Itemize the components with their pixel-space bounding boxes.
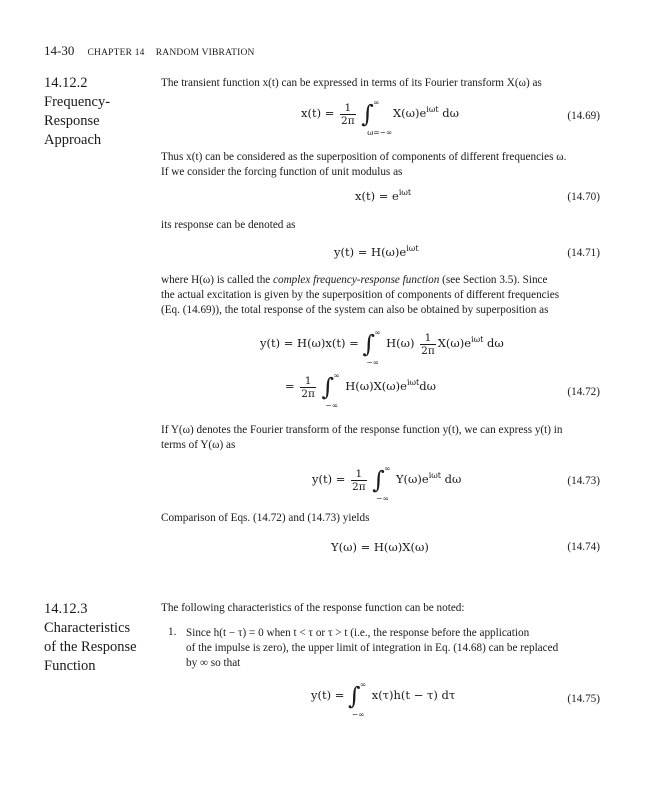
section-title-line: Frequency- [44, 94, 111, 110]
lower-limit: −∞ [376, 494, 389, 503]
section-heading-14-12-3 [44, 600, 156, 676]
text-line: by ∞ so that [186, 657, 241, 669]
section-title-line: Response [44, 113, 100, 129]
integral-sign: ∫ ∞ −∞ [348, 680, 367, 719]
text-run: where H(ω) is called the [161, 274, 274, 286]
lower-limit: −∞ [352, 710, 365, 719]
equation-14-72-line2 [285, 371, 436, 410]
fraction [340, 102, 356, 127]
equation-number: (14.71) [567, 247, 600, 259]
section-title-line: of the Response [44, 639, 137, 655]
text-line: terms of Y(ω) as [161, 439, 236, 451]
eq-tail: dω [441, 472, 462, 486]
denominator: 2π [421, 344, 435, 357]
equation-14-74: Y(ω) = H(ω)X(ω) [331, 540, 429, 554]
equation-14-70 [355, 188, 411, 203]
exponent: iωt [406, 378, 420, 388]
integral-sign: ∫ ∞ −∞ [372, 464, 391, 503]
text-line: the actual excitation is given by the superposition of components of different frequencies [161, 289, 560, 301]
upper-limit: ∞ [373, 98, 380, 107]
chapter-title: RANDOM VIBRATION [155, 48, 255, 58]
exponent: iωt [398, 188, 412, 197]
paragraph [161, 150, 601, 180]
eq-tail: dω [419, 379, 436, 393]
section-heading-14-12-2 [44, 74, 156, 150]
list-item-number: 1. [168, 626, 177, 638]
equation-number: (14.70) [567, 191, 600, 203]
text-line: of the impulse is zero), the upper limit of integration in Eq. (14.68) can be replaced [186, 642, 559, 654]
eq-lhs: y(t) = [312, 472, 346, 486]
eq-body: X(ω)e [392, 106, 427, 120]
eq-tail: dω [438, 106, 459, 120]
denominator: 2π [352, 480, 366, 493]
paragraph: its response can be denoted as [161, 219, 296, 231]
equation-14-71 [334, 244, 419, 259]
paragraph [161, 273, 601, 318]
emphasis-term: complex frequency-response function [273, 274, 440, 286]
section-number: 14.12.2 [44, 75, 88, 91]
upper-limit: ∞ [360, 680, 367, 689]
text-line: Since h(t − τ) = 0 when t < τ or τ > t (i.e., the response before the application [186, 627, 530, 639]
running-header [44, 43, 255, 59]
lower-limit: −∞ [366, 358, 379, 367]
equation-14-75 [311, 680, 456, 719]
text-line [161, 273, 601, 288]
section-title-line: Approach [44, 132, 102, 148]
equation-14-69 [301, 98, 459, 137]
numerator: 1 [304, 374, 312, 387]
equation-number: (14.75) [567, 693, 600, 705]
exponent: iωt [471, 335, 484, 345]
equation-number: (14.73) [567, 475, 600, 487]
integral-sign: ∫ ∞ −∞ [362, 328, 381, 367]
text-line: If we consider the forcing function of unit modulus as [161, 166, 403, 178]
eq-body: x(τ)h(t − τ) dτ [371, 688, 456, 702]
eq-tail: dω [483, 336, 504, 350]
paragraph: The following characteristics of the response function can be noted: [161, 602, 465, 614]
eq-body: H(ω) [386, 336, 415, 350]
eq-body: y(t) = H(ω)e [334, 244, 407, 259]
fraction [351, 468, 367, 493]
text-line: If Y(ω) denotes the Fourier transform of the response function y(t), we can express y(t) in [161, 424, 563, 436]
numerator: 1 [424, 331, 432, 344]
equation-14-72-line1 [260, 328, 504, 367]
lower-limit: −∞ [325, 401, 339, 410]
text-line: (Eq. (14.69)), the total response of the system can also be obtained by superposition as [161, 304, 549, 316]
paragraph: The transient function x(t) can be expressed in terms of its Fourier transform X(ω) as [161, 77, 542, 89]
eq-lhs: y(t) = [311, 688, 345, 702]
text-line: Thus x(t) can be considered as the superposition of components of different frequencies ω. [161, 151, 567, 163]
integral-sign: ∫ ∞ −∞ [321, 371, 340, 410]
section-number: 14.12.3 [44, 601, 88, 617]
upper-limit: ∞ [333, 371, 340, 380]
text-run: (see Section 3.5). Since [439, 274, 548, 286]
eq-lhs: y(t) = H(ω)x(t) = [260, 336, 359, 350]
eq-lhs: = [285, 379, 295, 393]
eq-body: Y(ω)e [395, 472, 429, 486]
numerator: 1 [344, 101, 352, 114]
chapter-label: CHAPTER 14 [87, 48, 145, 58]
numerator: 1 [355, 467, 363, 480]
list-item [186, 626, 601, 671]
upper-limit: ∞ [374, 328, 381, 337]
equation-number: (14.72) [567, 386, 600, 398]
paragraph [161, 423, 601, 453]
equation-14-73 [312, 464, 462, 503]
denominator: 2π [301, 387, 315, 400]
paragraph: Comparison of Eqs. (14.72) and (14.73) yields [161, 512, 370, 524]
section-title-line: Function [44, 658, 96, 674]
fraction [420, 332, 436, 357]
eq-body: X(ω)e [437, 336, 472, 350]
lower-limit: ω=−∞ [367, 128, 393, 137]
exponent: iωt [406, 244, 419, 253]
eq-body: x(t) = e [355, 188, 399, 203]
equation-number: (14.74) [567, 541, 600, 553]
integral-sign: ∫ ∞ ω=−∞ [361, 98, 393, 137]
section-title-line: Characteristics [44, 620, 131, 636]
equation-number: (14.69) [567, 110, 600, 122]
upper-limit: ∞ [384, 464, 391, 473]
exponent: iωt [426, 105, 439, 115]
page-number: 14-30 [44, 43, 75, 58]
exponent: iωt [428, 471, 441, 481]
eq-lhs: x(t) = [301, 106, 335, 120]
fraction [300, 375, 316, 400]
denominator: 2π [341, 114, 355, 127]
eq-body: H(ω)X(ω)e [345, 379, 407, 393]
